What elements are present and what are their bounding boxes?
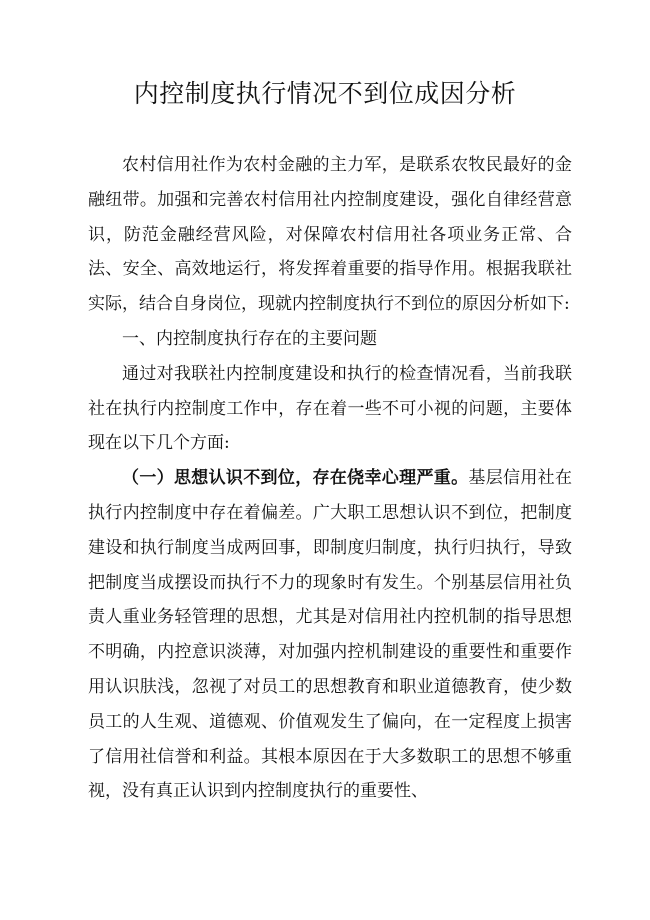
intro-paragraph: 农村信用社作为农村金融的主力军，是联系农牧民最好的金融纽带。加强和完善农村信用社内控制度建设，强化自律经营意识，防范金融经营风险，对保障农村信用社各项业务正常、合法、安全、高效地运行，将发挥着重要的指导作用。根据我联社实际，结合自身岗位，现就内控制度执行不到位的原因分析如下: [88, 155, 572, 315]
item1-paragraph [88, 461, 572, 809]
section1-intro-paragraph: 通过对我联社内控制度建设和执行的检查情况看，当前我联社在执行内控制度工作中，存在着一些不可小视的问题，主要体现在以下几个方面: [88, 363, 572, 454]
document-title: 内控制度执行情况不到位成因分析 [133, 79, 517, 108]
item1-heading: （一）思想认识不到位，存在侥幸心理严重。 [122, 468, 469, 489]
document-body [88, 148, 572, 809]
section-heading-1: 一、内控制度执行存在的主要问题 [122, 328, 377, 349]
item1-text: 基层信用社在执行内控制度中存在着偏差。广大职工思想认识不到位，把制度建设和执行制度当成两回事，即制度归制度，执行归执行，导致把制度当成摆设而执行不力的现象时有发生。个别基层信用社负责人重业务轻管理的思想，尤其是对信用社内控机制的指导思想不明确，内控意识淡薄，对加强内控机制建设的重要性和重要作用认识肤浅，忽视了对员工的思想教育和职业道德教育，使少数员工的人生观、道德观、价值观发生了偏向，在一定程度上损害了信用社信誉和利益。其根本原因在于大多数职工的思想不够重视，没有真正认识到内控制度执行的重要性、 [88, 468, 573, 802]
